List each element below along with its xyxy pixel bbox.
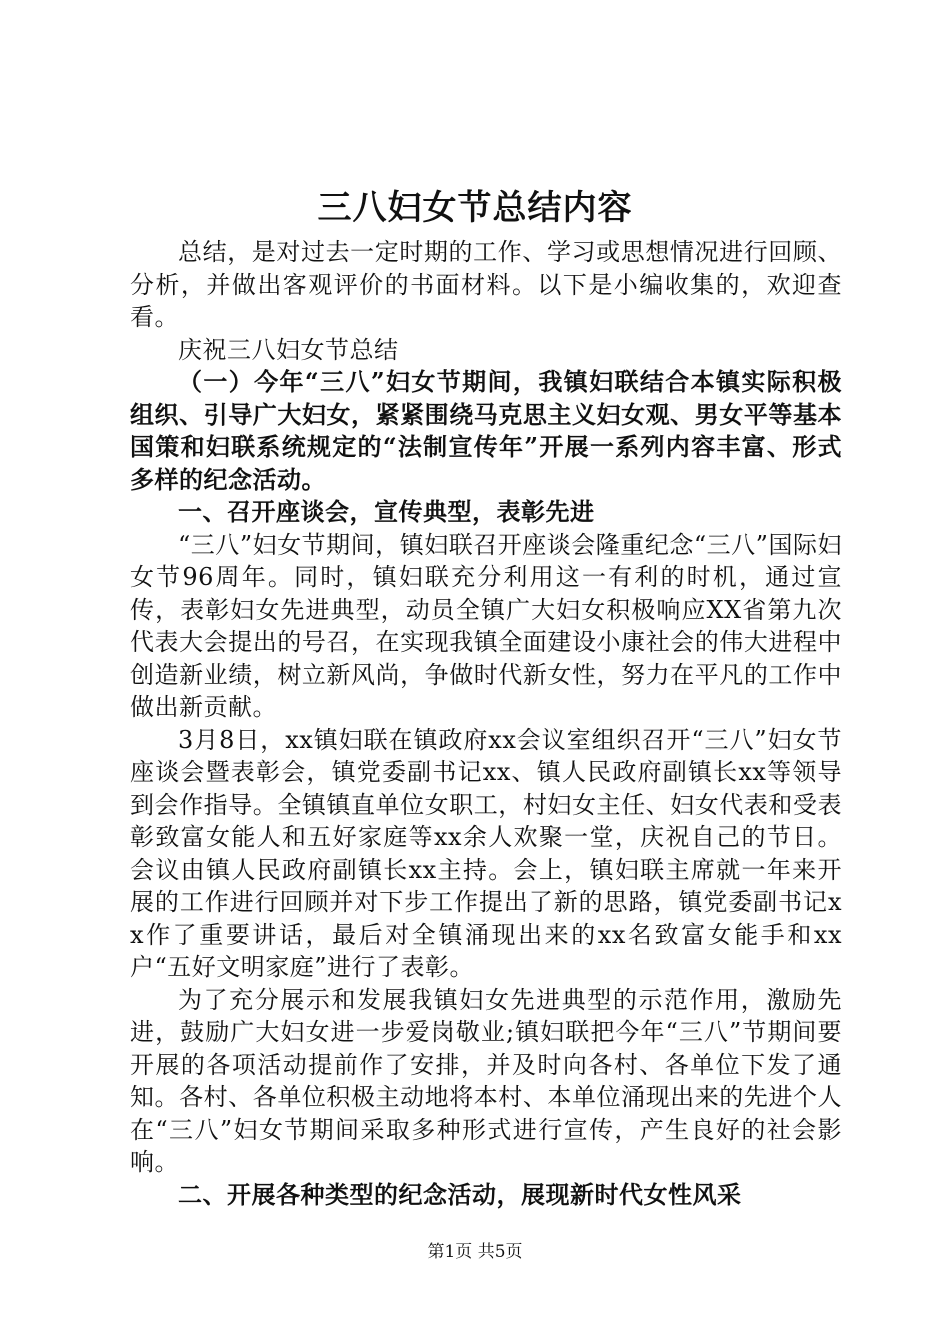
body-paragraph-1: “三八”妇女节期间，镇妇联召开座谈会隆重纪念“三八”国际妇女节96周年。同时，镇妇联充分利用这一有利的时机，通过宣传，表彰妇女先进典型，动员全镇广大妇女积极响应XX省第九次代表大会提出的号召，在实现我镇全面建设小康社会的伟大进程中创造新业绩，树立新风尚，争做时代新女性，努力在平凡的工作中做出新贡献。: [130, 530, 842, 721]
section-heading-1: 一、召开座谈会，宣传典型，表彰先进: [178, 497, 595, 526]
document-body: [130, 236, 842, 1211]
document-title: 三八妇女节总结内容: [317, 188, 633, 228]
page-footer: 第1页 共5页: [427, 1242, 523, 1262]
section-intro-paragraph: （一）今年“三八”妇女节期间，我镇妇联结合本镇实际积极组织、引导广大妇女，紧紧围绕马克思主义妇女观、男女平等基本国策和妇联系统规定的“法制宣传年”开展一系列内容丰富、形式多样的纪念活动。: [130, 367, 842, 494]
body-paragraph-3: 为了充分展示和发展我镇妇女先进典型的示范作用，激励先进，鼓励广大妇女进一步爱岗敬业;镇妇联把今年“三八”节期间要开展的各项活动提前作了安排，并及时向各村、各单位下发了通知。各村、各单位积极主动地将本村、本单位涌现出来的先进个人在“三八”妇女节期间采取多种形式进行宣传，产生良好的社会影响。: [130, 985, 842, 1176]
intro-paragraph: 总结，是对过去一定时期的工作、学习或思想情况进行回顾、分析，并做出客观评价的书面材料。以下是小编收集的，欢迎查看。: [130, 238, 842, 331]
subtitle-paragraph: 庆祝三八妇女节总结: [178, 335, 399, 364]
section-heading-2: 二、开展各种类型的纪念活动，展现新时代女性风采: [178, 1179, 742, 1209]
body-paragraph-2: 3月8日，xx镇妇联在镇政府xx会议室组织召开“三八”妇女节座谈会暨表彰会，镇党委副书记xx、镇人民政府副镇长xx等领导到会作指导。全镇镇直单位女职工，村妇女主任、妇女代表和受表彰致富女能人和五好家庭等xx余人欢聚一堂，庆祝自己的节日。会议由镇人民政府副镇长xx主持。会上，镇妇联主席就一年来开展的工作进行回顾并对下步工作提出了新的思路，镇党委副书记xx作了重要讲话，最后对全镇涌现出来的xx名致富女能手和xx户“五好文明家庭”进行了表彰。: [130, 725, 842, 981]
